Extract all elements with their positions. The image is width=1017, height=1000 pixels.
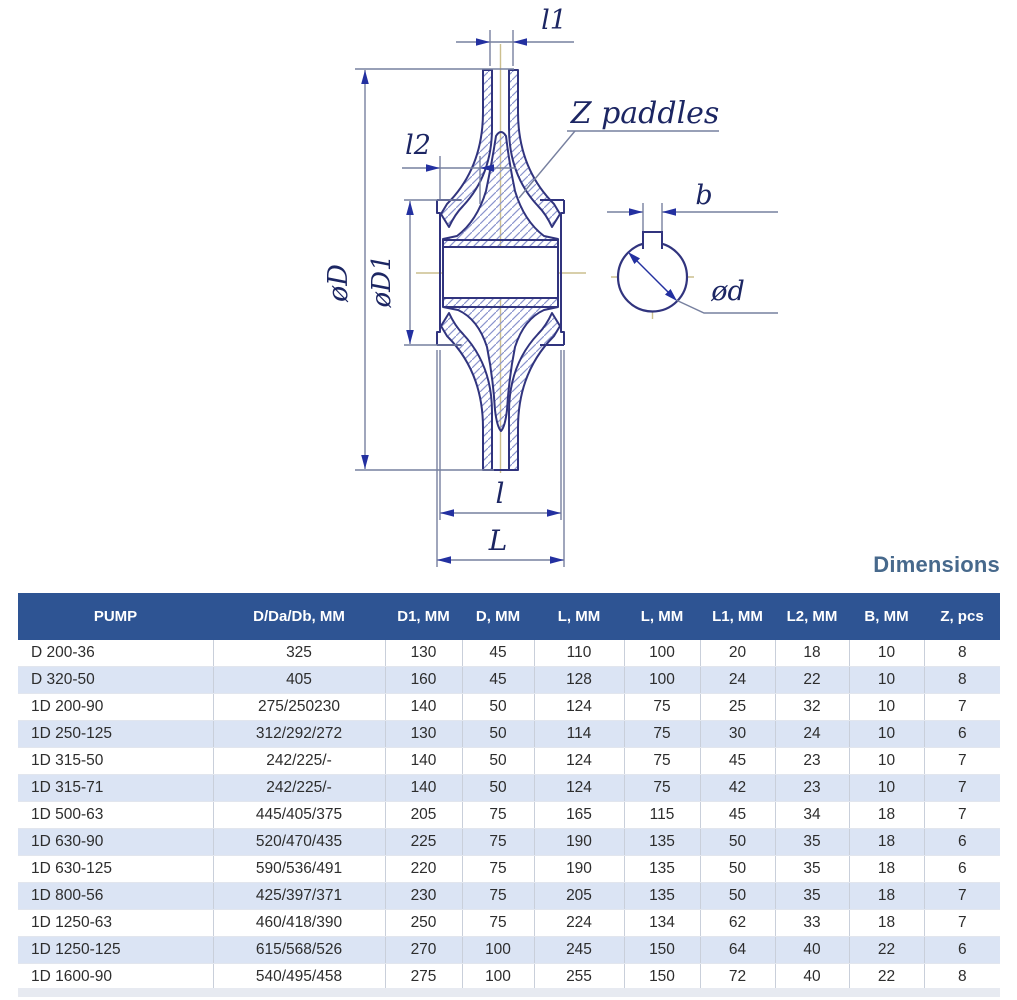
value-cell: 22 (849, 937, 924, 964)
column-header-0: PUMP (18, 593, 213, 640)
value-cell: 325 (213, 640, 385, 667)
table-row (18, 667, 1000, 694)
value-cell: 34 (775, 802, 849, 829)
label-l1: l1 (541, 5, 567, 36)
column-header-5: L, MM (624, 593, 700, 640)
value-cell: 50 (462, 721, 534, 748)
value-cell: 590/536/491 (213, 856, 385, 883)
value-cell: 42 (700, 775, 775, 802)
table-row (18, 937, 1000, 964)
value-cell: 18 (849, 910, 924, 937)
value-cell: 165 (534, 802, 624, 829)
column-header-7: L2, MM (775, 593, 849, 640)
value-cell: 8 (924, 964, 1000, 991)
value-cell: 18 (849, 829, 924, 856)
value-cell: 10 (849, 748, 924, 775)
value-cell: 205 (385, 802, 462, 829)
value-cell: 100 (462, 964, 534, 991)
value-cell: 140 (385, 775, 462, 802)
column-header-1: D/Da/Db, MM (213, 593, 385, 640)
column-header-3: D, MM (462, 593, 534, 640)
value-cell: 50 (462, 694, 534, 721)
value-cell: 124 (534, 775, 624, 802)
value-cell: 230 (385, 883, 462, 910)
value-cell: 75 (462, 802, 534, 829)
value-cell: 7 (924, 883, 1000, 910)
value-cell: 190 (534, 829, 624, 856)
label-dia-d: ød (711, 276, 745, 307)
value-cell: 8 (924, 640, 1000, 667)
value-cell: 224 (534, 910, 624, 937)
pump-name-cell: 1D 1600-90 (18, 964, 213, 991)
value-cell: 50 (462, 775, 534, 802)
value-cell: 45 (700, 802, 775, 829)
value-cell: 312/292/272 (213, 721, 385, 748)
pump-name-cell: 1D 1250-125 (18, 937, 213, 964)
value-cell: 40 (775, 937, 849, 964)
value-cell: 50 (700, 883, 775, 910)
table-header-row (18, 593, 1000, 640)
value-cell: 75 (624, 694, 700, 721)
value-cell: 40 (775, 964, 849, 991)
table-row (18, 856, 1000, 883)
value-cell: 130 (385, 640, 462, 667)
label-b: b (695, 180, 713, 211)
dimensions-table (18, 593, 1000, 991)
table-row (18, 775, 1000, 802)
value-cell: 6 (924, 721, 1000, 748)
value-cell: 45 (462, 667, 534, 694)
pump-name-cell: 1D 500-63 (18, 802, 213, 829)
label-l: l (495, 477, 505, 510)
value-cell: 110 (534, 640, 624, 667)
value-cell: 6 (924, 937, 1000, 964)
value-cell: 10 (849, 694, 924, 721)
value-cell: 135 (624, 856, 700, 883)
value-cell: 75 (462, 883, 534, 910)
value-cell: 275 (385, 964, 462, 991)
value-cell: 18 (849, 802, 924, 829)
table-row (18, 910, 1000, 937)
value-cell: 20 (700, 640, 775, 667)
value-cell: 10 (849, 721, 924, 748)
pump-name-cell: 1D 630-125 (18, 856, 213, 883)
label-l2: l2 (405, 130, 431, 161)
value-cell: 140 (385, 694, 462, 721)
value-cell: 460/418/390 (213, 910, 385, 937)
pump-name-cell: 1D 1250-63 (18, 910, 213, 937)
pump-name-cell: 1D 315-50 (18, 748, 213, 775)
value-cell: 124 (534, 748, 624, 775)
value-cell: 50 (700, 829, 775, 856)
label-L: L (488, 524, 508, 557)
value-cell: 45 (700, 748, 775, 775)
table-row (18, 883, 1000, 910)
table-row (18, 694, 1000, 721)
value-cell: 190 (534, 856, 624, 883)
value-cell: 100 (624, 640, 700, 667)
value-cell: 6 (924, 856, 1000, 883)
value-cell: 22 (849, 964, 924, 991)
table-body (18, 640, 1000, 991)
value-cell: 75 (462, 856, 534, 883)
value-cell: 124 (534, 694, 624, 721)
value-cell: 245 (534, 937, 624, 964)
column-header-6: L1, MM (700, 593, 775, 640)
label-z-paddles: Z paddles (570, 96, 720, 131)
value-cell: 540/495/458 (213, 964, 385, 991)
value-cell: 24 (775, 721, 849, 748)
value-cell: 405 (213, 667, 385, 694)
value-cell: 30 (700, 721, 775, 748)
value-cell: 50 (700, 856, 775, 883)
value-cell: 75 (462, 910, 534, 937)
pump-name-cell: 1D 200-90 (18, 694, 213, 721)
column-header-9: Z, pcs (924, 593, 1000, 640)
value-cell: 10 (849, 775, 924, 802)
value-cell: 23 (775, 775, 849, 802)
value-cell: 7 (924, 802, 1000, 829)
value-cell: 160 (385, 667, 462, 694)
value-cell: 45 (462, 640, 534, 667)
value-cell: 75 (624, 775, 700, 802)
pump-name-cell: 1D 800-56 (18, 883, 213, 910)
pump-name-cell: 1D 315-71 (18, 775, 213, 802)
lower-blade-section (443, 298, 558, 431)
value-cell: 242/225/- (213, 775, 385, 802)
column-header-8: B, MM (849, 593, 924, 640)
table-row (18, 802, 1000, 829)
value-cell: 275/250230 (213, 694, 385, 721)
value-cell: 32 (775, 694, 849, 721)
keyway-notch (643, 232, 662, 249)
value-cell: 140 (385, 748, 462, 775)
value-cell: 7 (924, 694, 1000, 721)
pump-name-cell: 1D 630-90 (18, 829, 213, 856)
value-cell: 520/470/435 (213, 829, 385, 856)
value-cell: 225 (385, 829, 462, 856)
value-cell: 7 (924, 748, 1000, 775)
value-cell: 150 (624, 937, 700, 964)
value-cell: 425/397/371 (213, 883, 385, 910)
value-cell: 72 (700, 964, 775, 991)
value-cell: 18 (849, 883, 924, 910)
value-cell: 35 (775, 883, 849, 910)
value-cell: 10 (849, 667, 924, 694)
value-cell: 75 (462, 829, 534, 856)
value-cell: 135 (624, 829, 700, 856)
value-cell: 445/405/375 (213, 802, 385, 829)
value-cell: 24 (700, 667, 775, 694)
value-cell: 135 (624, 883, 700, 910)
value-cell: 220 (385, 856, 462, 883)
value-cell: 75 (624, 721, 700, 748)
value-cell: 10 (849, 640, 924, 667)
value-cell: 22 (775, 667, 849, 694)
table-row (18, 964, 1000, 991)
table-row (18, 748, 1000, 775)
value-cell: 7 (924, 775, 1000, 802)
value-cell: 35 (775, 856, 849, 883)
value-cell: 75 (624, 748, 700, 775)
table-row (18, 829, 1000, 856)
value-cell: 100 (462, 937, 534, 964)
value-cell: 242/225/- (213, 748, 385, 775)
dimensions-title: Dimensions (873, 552, 1000, 577)
value-cell: 615/568/526 (213, 937, 385, 964)
value-cell: 18 (849, 856, 924, 883)
value-cell: 6 (924, 829, 1000, 856)
value-cell: 150 (624, 964, 700, 991)
value-cell: 64 (700, 937, 775, 964)
value-cell: 130 (385, 721, 462, 748)
value-cell: 255 (534, 964, 624, 991)
pump-name-cell: D 200-36 (18, 640, 213, 667)
value-cell: 115 (624, 802, 700, 829)
value-cell: 35 (775, 829, 849, 856)
value-cell: 128 (534, 667, 624, 694)
table-header (18, 593, 1000, 640)
value-cell: 100 (624, 667, 700, 694)
value-cell: 18 (775, 640, 849, 667)
value-cell: 134 (624, 910, 700, 937)
value-cell: 8 (924, 667, 1000, 694)
pump-name-cell: D 320-50 (18, 667, 213, 694)
value-cell: 23 (775, 748, 849, 775)
label-dia-D: øD (323, 264, 354, 302)
table-bottom-strip (18, 988, 1000, 997)
label-dia-D1: øD1 (367, 254, 397, 308)
value-cell: 114 (534, 721, 624, 748)
value-cell: 270 (385, 937, 462, 964)
column-header-2: D1, MM (385, 593, 462, 640)
pump-name-cell: 1D 250-125 (18, 721, 213, 748)
table-row (18, 721, 1000, 748)
value-cell: 250 (385, 910, 462, 937)
value-cell: 62 (700, 910, 775, 937)
table-row (18, 640, 1000, 667)
value-cell: 7 (924, 910, 1000, 937)
value-cell: 33 (775, 910, 849, 937)
value-cell: 50 (462, 748, 534, 775)
value-cell: 25 (700, 694, 775, 721)
column-header-4: L, MM (534, 593, 624, 640)
value-cell: 205 (534, 883, 624, 910)
